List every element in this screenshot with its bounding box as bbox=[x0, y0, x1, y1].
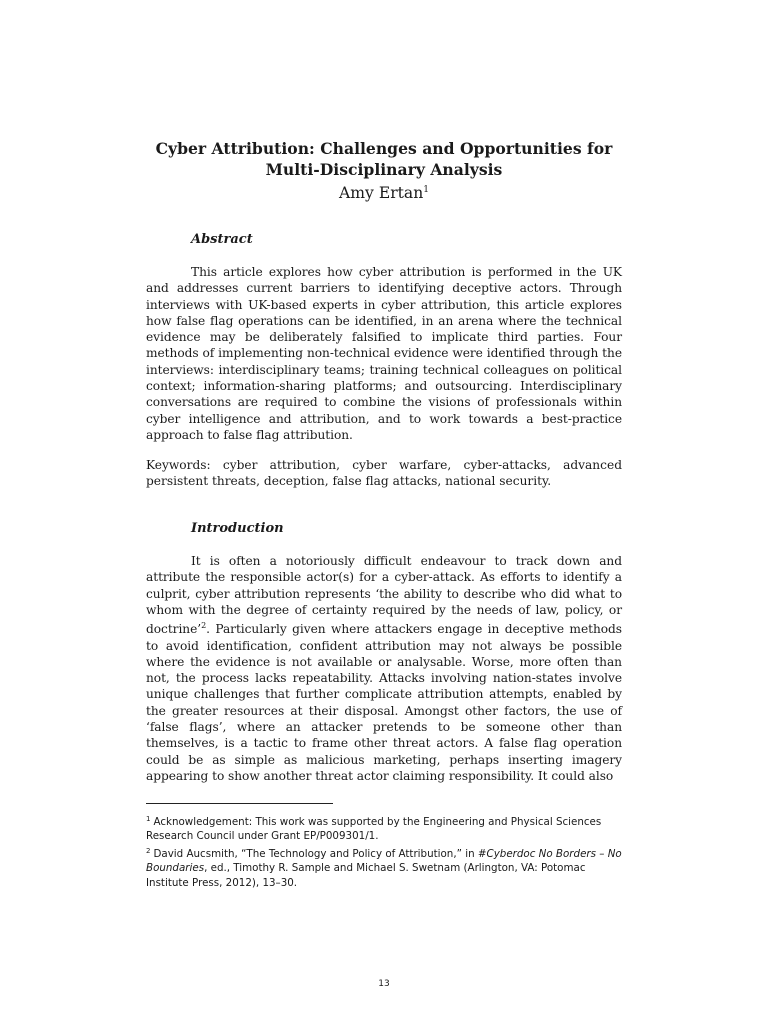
paper-title bbox=[120, 138, 648, 180]
intro-text-part-1: It is often a notoriously difficult endeavour to track down and attribute the responsible actor(s) for a cyber-attack. As efforts to identify a culprit, cyber attribution represents ‘the ability to describe who did what to whom with the degree of certainty required by the needs of law, policy, or doctrine’ bbox=[146, 554, 622, 637]
intro-text-part-2: . Particularly given where attackers engage in deceptive methods to avoid identification, confident attribution may not always be possible where the evidence is not available or analysable. Worse, more often than not, the process lacks repeatability. Attacks involving nation-states involve unique challenges that further complicate attribution attempts, enabled by the greater resources at their disposal. Amongst other factors, the use of ‘false flags’, where an attacker pretends to be someone other than themselves, is a tactic to frame other threat actors. A false flag operation could be as simple as malicious marketing, perhaps inserting imagery appearing to show another threat actor claiming responsibility. It could also bbox=[146, 622, 622, 783]
author-name: Amy Ertan bbox=[339, 184, 424, 202]
footnote-1 bbox=[146, 812, 622, 844]
abstract-heading: Abstract bbox=[191, 232, 253, 247]
author-line bbox=[120, 180, 648, 204]
footnotes bbox=[146, 812, 622, 890]
introduction-body bbox=[146, 553, 622, 784]
footnote-1-number: 1 bbox=[146, 815, 151, 823]
keywords-section bbox=[146, 457, 622, 490]
introduction-heading: Introduction bbox=[191, 521, 284, 536]
intro-footnote-ref: 2 bbox=[201, 621, 207, 631]
abstract-body: This article explores how cyber attribution is performed in the UK and addresses current barriers to identifying deceptive actors. Through interviews with UK-based experts in cyber attribution, this article explores how false flag operations can be identified, in an arena where the technical evidence may be deliberately falsified to implicate third parties. Four methods of implementing non-technical evidence were identified through the interviews: interdisciplinary teams; training technical colleagues on political context; information-sharing platforms; and outsourcing. Interdisciplinary conversations are required to combine the visions of professionals within cyber intelligence and attribution, and to work towards a best-practice approach to false flag attribution. bbox=[146, 265, 622, 442]
footnote-2-number: 2 bbox=[146, 846, 151, 855]
abstract-section bbox=[146, 264, 622, 443]
title-line-1: Cyber Attribution: Challenges and Opportunities for bbox=[155, 139, 613, 158]
title-line-2: Multi-Disciplinary Analysis bbox=[265, 160, 503, 179]
keywords: Keywords: cyber attribution, cyber warfare, cyber-attacks, advanced persistent threats, deception, false flag attacks, national security. bbox=[146, 458, 622, 489]
introduction-section bbox=[146, 553, 622, 784]
author-footnote-ref: 1 bbox=[423, 185, 429, 195]
page-number: 13 bbox=[378, 979, 390, 989]
footnote-2-text-italic: Cyberdoc No Borders – No Boundaries bbox=[146, 847, 622, 875]
footnote-1-text: Acknowledgement: This work was supported by the Engineering and Physical Sciences Research Council under Grant EP/P009301/1. bbox=[146, 816, 602, 843]
footnote-2-text-post: , ed., Timothy R. Sample and Michael S. Swetnam (Arlington, VA: Potomac Institute Press, 2012), 13–30. bbox=[146, 862, 586, 889]
footnote-separator bbox=[146, 803, 333, 804]
footnote-2-text-pre: David Aucsmith, “The Technology and Policy of Attribution,” in # bbox=[153, 847, 487, 860]
footnote-2 bbox=[146, 844, 622, 890]
